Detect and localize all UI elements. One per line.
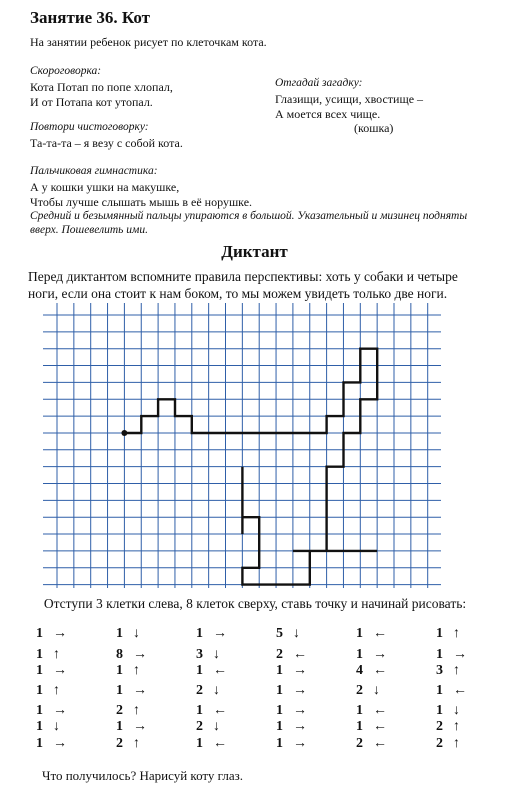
dictation-heading: Диктант	[221, 242, 288, 261]
lesson-subtitle: На занятии ребенок рисует по клеточкам кота.	[30, 35, 267, 49]
arrow-up-icon: ↑	[453, 736, 460, 751]
dictation-step	[276, 683, 307, 699]
dictation-step	[276, 736, 307, 752]
arrow-left-icon: ←	[453, 683, 467, 698]
step-count: 1	[196, 703, 203, 718]
arrow-right-icon: →	[293, 719, 307, 734]
step-count: 1	[196, 736, 203, 751]
riddle-answer: (кошка)	[354, 121, 394, 135]
arrow-right-icon: →	[53, 736, 67, 751]
dictation-step	[36, 683, 60, 699]
arrow-left-icon: ←	[373, 703, 387, 718]
grid-lines	[43, 303, 441, 588]
dictation-step	[36, 626, 67, 642]
step-count: 1	[276, 703, 283, 718]
dictation-step	[276, 626, 300, 642]
step-count: 1	[196, 663, 203, 678]
step-count: 2	[196, 719, 203, 734]
step-count: 3	[436, 663, 443, 678]
riddle-heading: Отгадай загадку:	[275, 77, 363, 89]
arrow-right-icon: →	[53, 626, 67, 641]
dictation-step	[36, 663, 67, 679]
dictation-step	[276, 719, 307, 735]
dictation-step	[356, 703, 387, 719]
step-count: 1	[356, 626, 363, 641]
dictation-step	[36, 736, 67, 752]
step-count: 1	[436, 703, 443, 718]
finger-gym-note: вверх. Пошевелить ими.	[30, 224, 149, 236]
step-count: 1	[36, 626, 43, 641]
step-count: 1	[36, 736, 43, 751]
dictation-step	[116, 626, 140, 642]
dictation-step	[36, 647, 60, 663]
step-count: 2	[116, 703, 123, 718]
dictation-step	[356, 719, 387, 735]
arrow-right-icon: →	[133, 683, 147, 698]
dictation-step	[276, 663, 307, 679]
arrow-right-icon: →	[53, 663, 67, 678]
dictation-step	[356, 683, 380, 699]
arrow-up-icon: ↑	[453, 626, 460, 641]
arrow-up-icon: ↑	[453, 719, 460, 734]
arrow-right-icon: →	[373, 647, 387, 662]
arrow-right-icon: →	[133, 719, 147, 734]
dictation-step	[116, 703, 140, 719]
arrow-up-icon: ↑	[133, 736, 140, 751]
step-count: 2	[196, 683, 203, 698]
step-count: 8	[116, 647, 123, 662]
dictation-step	[356, 626, 387, 642]
dictation-step	[436, 703, 460, 719]
step-count: 1	[356, 719, 363, 734]
dictation-step	[116, 719, 147, 735]
dictation-step	[116, 663, 140, 679]
arrow-left-icon: ←	[213, 703, 227, 718]
pure-speech-line: Та-та-та – я везу с собой кота.	[30, 136, 183, 150]
arrow-left-icon: ←	[213, 663, 227, 678]
finger-gym-line: А у кошки ушки на макушке,	[30, 180, 180, 194]
arrow-left-icon: ←	[373, 663, 387, 678]
arrow-right-icon: →	[293, 736, 307, 751]
arrow-down-icon: ↓	[133, 626, 140, 641]
dictation-step	[356, 663, 387, 679]
step-count: 1	[356, 703, 363, 718]
finger-gym-note: Средний и безымянный пальцы упираются в большой. Указательный и мизинец подняты	[30, 210, 468, 222]
arrow-up-icon: ↑	[53, 647, 60, 662]
step-count: 2	[276, 647, 283, 662]
tongue-twister-line: Кота Потап по попе хлопал,	[30, 80, 173, 94]
step-count: 1	[276, 683, 283, 698]
step-count: 1	[276, 736, 283, 751]
step-count: 2	[356, 736, 363, 751]
step-count: 3	[196, 647, 203, 662]
riddle-line: А моется всех чище.	[275, 107, 381, 121]
arrow-up-icon: ↑	[453, 663, 460, 678]
step-count: 2	[116, 736, 123, 751]
step-count: 1	[116, 663, 123, 678]
dictation-instruction: Отступи 3 клетки слева, 8 клеток сверху, ставь точку и начинай рисовать:	[43, 596, 467, 611]
dictation-step	[276, 647, 307, 663]
arrow-down-icon: ↓	[453, 703, 460, 718]
dictation-step	[436, 663, 460, 679]
step-count: 1	[116, 626, 123, 641]
riddle-line: Глазищи, усищи, хвостище –	[275, 92, 424, 106]
step-count: 2	[436, 736, 443, 751]
tongue-twister-heading: Скороговорка:	[30, 65, 102, 77]
dictation-step	[116, 683, 147, 699]
arrow-right-icon: →	[53, 703, 67, 718]
step-count: 1	[36, 719, 43, 734]
dictation-footer: Что получилось? Нарисуй коту глаз.	[42, 768, 243, 783]
arrow-down-icon: ↓	[213, 647, 220, 662]
dictation-step	[436, 736, 460, 752]
finger-gym-line: Чтобы лучше слышать мышь в её норушке.	[30, 195, 253, 209]
step-count: 1	[356, 647, 363, 662]
step-count: 1	[36, 703, 43, 718]
dictation-step	[196, 626, 227, 642]
step-count: 5	[276, 626, 283, 641]
step-count: 1	[196, 626, 203, 641]
step-count: 1	[436, 626, 443, 641]
arrow-down-icon: ↓	[373, 683, 380, 698]
arrow-right-icon: →	[453, 647, 467, 662]
dictation-step	[356, 736, 387, 752]
dictation-step	[196, 703, 227, 719]
arrow-left-icon: ←	[213, 736, 227, 751]
dictation-step	[116, 647, 147, 663]
arrow-down-icon: ↓	[213, 719, 220, 734]
arrow-down-icon: ↓	[293, 626, 300, 641]
dictation-step	[436, 683, 467, 699]
tongue-twister-line: И от Потапа кот утопал.	[30, 95, 153, 109]
step-count: 1	[436, 647, 443, 662]
step-count: 4	[356, 663, 363, 678]
arrow-up-icon: ↑	[133, 703, 140, 718]
start-dot	[121, 430, 127, 436]
dictation-step	[436, 647, 467, 663]
dictation-step	[436, 719, 460, 735]
finger-gym-heading: Пальчиковая гимнастика:	[30, 165, 158, 177]
dictation-step	[196, 736, 227, 752]
step-count: 1	[276, 719, 283, 734]
dictation-step	[356, 647, 387, 663]
arrow-left-icon: ←	[373, 736, 387, 751]
arrow-right-icon: →	[213, 626, 227, 641]
arrow-right-icon: →	[293, 663, 307, 678]
dictation-step	[116, 736, 140, 752]
dictation-step	[196, 663, 227, 679]
arrow-down-icon: ↓	[53, 719, 60, 734]
arrow-up-icon: ↑	[53, 683, 60, 698]
arrow-down-icon: ↓	[213, 683, 220, 698]
dictation-intro: Перед диктантом вспомните правила перспективы: хоть у собаки и четыре ноги, если она стоит к нам боком, то мы можем увидеть только две ноги.	[28, 269, 458, 301]
dictation-step	[196, 647, 220, 663]
arrow-left-icon: ←	[373, 719, 387, 734]
step-count: 1	[36, 647, 43, 662]
dictation-step	[36, 719, 60, 735]
pure-speech-heading: Повтори чистоговорку:	[30, 121, 149, 133]
step-count: 1	[36, 663, 43, 678]
dictation-step	[196, 683, 220, 699]
arrow-up-icon: ↑	[133, 663, 140, 678]
step-count: 2	[436, 719, 443, 734]
step-count: 2	[356, 683, 363, 698]
arrow-right-icon: →	[293, 703, 307, 718]
dictation-step	[36, 703, 67, 719]
arrow-left-icon: ←	[373, 626, 387, 641]
dictation-step	[276, 703, 307, 719]
step-count: 1	[36, 683, 43, 698]
dictation-step	[196, 719, 220, 735]
lesson-title: Занятие 36. Кот	[30, 8, 151, 27]
step-count: 1	[436, 683, 443, 698]
dictation-step	[436, 626, 460, 642]
arrow-left-icon: ←	[293, 647, 307, 662]
arrow-right-icon: →	[133, 647, 147, 662]
step-count: 1	[276, 663, 283, 678]
step-count: 1	[116, 719, 123, 734]
step-count: 1	[116, 683, 123, 698]
arrow-right-icon: →	[293, 683, 307, 698]
